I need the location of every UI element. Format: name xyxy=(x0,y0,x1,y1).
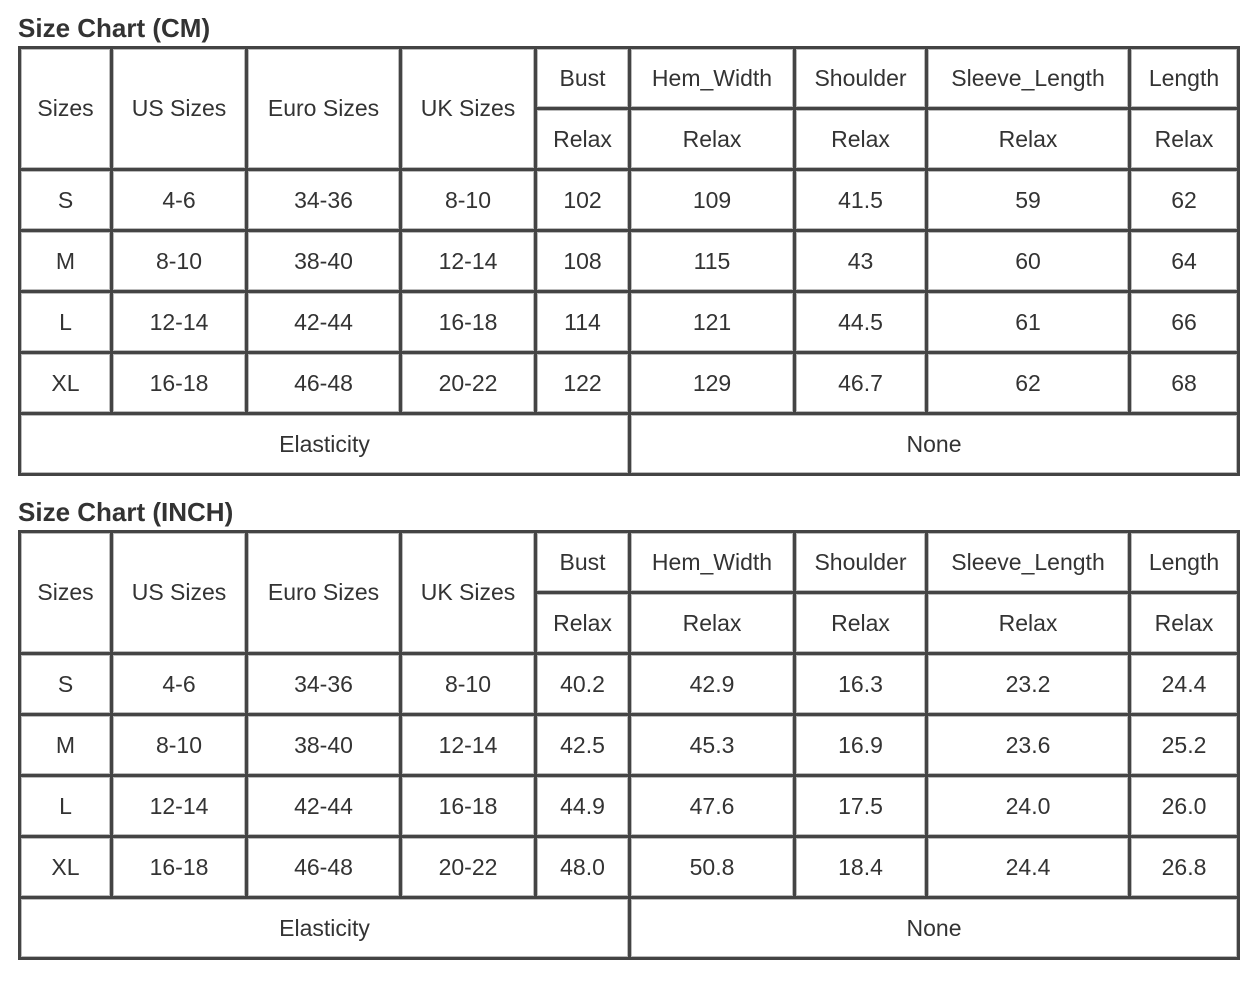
cell-shoulder: 16.9 xyxy=(796,716,928,777)
cell-sleeve-length: 59 xyxy=(928,171,1131,232)
header-row xyxy=(21,533,1240,594)
elasticity-value: None xyxy=(631,415,1240,476)
cell-euro: 42-44 xyxy=(248,777,402,838)
elasticity-value: None xyxy=(631,899,1240,960)
cell-shoulder: 43 xyxy=(796,232,928,293)
cell-hem-width: 45.3 xyxy=(631,716,796,777)
cell-size: S xyxy=(21,655,113,716)
header-us-sizes: US Sizes xyxy=(113,49,248,171)
cell-uk: 12-14 xyxy=(402,716,537,777)
cell-shoulder: 17.5 xyxy=(796,777,928,838)
elasticity-label: Elasticity xyxy=(21,415,631,476)
table-row xyxy=(21,232,1240,293)
cell-hem-width: 50.8 xyxy=(631,838,796,899)
header-sleeve-length: Sleeve_Length xyxy=(928,533,1131,594)
cell-bust: 108 xyxy=(537,232,631,293)
cell-bust: 42.5 xyxy=(537,716,631,777)
cell-length: 68 xyxy=(1131,354,1240,415)
cell-sleeve-length: 23.6 xyxy=(928,716,1131,777)
cell-shoulder: 41.5 xyxy=(796,171,928,232)
cell-euro: 34-36 xyxy=(248,171,402,232)
cell-euro: 46-48 xyxy=(248,354,402,415)
size-chart-cm-title: Size Chart (CM) xyxy=(18,13,211,43)
cell-shoulder: 46.7 xyxy=(796,354,928,415)
header-row xyxy=(21,49,1240,110)
cell-us: 16-18 xyxy=(113,838,248,899)
cell-bust: 122 xyxy=(537,354,631,415)
footer-row xyxy=(21,415,1240,476)
header-sleeve-length: Sleeve_Length xyxy=(928,49,1131,110)
cell-size: S xyxy=(21,171,113,232)
subheader-relax: Relax xyxy=(796,594,928,655)
cell-size: XL xyxy=(21,354,113,415)
cell-uk: 8-10 xyxy=(402,171,537,232)
header-uk-sizes: UK Sizes xyxy=(402,533,537,655)
cell-us: 12-14 xyxy=(113,293,248,354)
cell-shoulder: 16.3 xyxy=(796,655,928,716)
cell-hem-width: 47.6 xyxy=(631,777,796,838)
table-row xyxy=(21,716,1240,777)
table-row xyxy=(21,171,1240,232)
subheader-relax: Relax xyxy=(796,110,928,171)
cell-euro: 38-40 xyxy=(248,716,402,777)
cell-length: 62 xyxy=(1131,171,1240,232)
cell-hem-width: 109 xyxy=(631,171,796,232)
subheader-relax: Relax xyxy=(537,594,631,655)
cell-euro: 34-36 xyxy=(248,655,402,716)
cell-uk: 8-10 xyxy=(402,655,537,716)
elasticity-label: Elasticity xyxy=(21,899,631,960)
subheader-relax: Relax xyxy=(928,110,1131,171)
cell-length: 66 xyxy=(1131,293,1240,354)
cell-bust: 40.2 xyxy=(537,655,631,716)
cell-hem-width: 121 xyxy=(631,293,796,354)
cell-length: 64 xyxy=(1131,232,1240,293)
cell-length: 25.2 xyxy=(1131,716,1240,777)
header-length: Length xyxy=(1131,49,1240,110)
size-chart-inch-table xyxy=(18,530,1240,960)
cell-hem-width: 129 xyxy=(631,354,796,415)
cell-uk: 16-18 xyxy=(402,293,537,354)
cell-sleeve-length: 62 xyxy=(928,354,1131,415)
cell-size: M xyxy=(21,716,113,777)
cell-size: L xyxy=(21,293,113,354)
cell-size: L xyxy=(21,777,113,838)
cell-euro: 38-40 xyxy=(248,232,402,293)
subheader-relax: Relax xyxy=(631,110,796,171)
size-chart-cm-table xyxy=(18,46,1240,476)
header-sizes: Sizes xyxy=(21,49,113,171)
cell-size: M xyxy=(21,232,113,293)
cell-bust: 102 xyxy=(537,171,631,232)
cell-sleeve-length: 60 xyxy=(928,232,1131,293)
table-row xyxy=(21,354,1240,415)
cell-uk: 16-18 xyxy=(402,777,537,838)
header-uk-sizes: UK Sizes xyxy=(402,49,537,171)
cell-us: 4-6 xyxy=(113,655,248,716)
cell-hem-width: 115 xyxy=(631,232,796,293)
footer-row xyxy=(21,899,1240,960)
cell-uk: 20-22 xyxy=(402,354,537,415)
subheader-relax: Relax xyxy=(928,594,1131,655)
cell-shoulder: 18.4 xyxy=(796,838,928,899)
table-row xyxy=(21,838,1240,899)
cell-sleeve-length: 23.2 xyxy=(928,655,1131,716)
cell-us: 12-14 xyxy=(113,777,248,838)
table-row xyxy=(21,293,1240,354)
cell-uk: 12-14 xyxy=(402,232,537,293)
cell-euro: 46-48 xyxy=(248,838,402,899)
cell-shoulder: 44.5 xyxy=(796,293,928,354)
header-euro-sizes: Euro Sizes xyxy=(248,533,402,655)
cell-length: 26.8 xyxy=(1131,838,1240,899)
table-row xyxy=(21,777,1240,838)
cell-sleeve-length: 61 xyxy=(928,293,1131,354)
header-shoulder: Shoulder xyxy=(796,49,928,110)
cell-hem-width: 42.9 xyxy=(631,655,796,716)
header-length: Length xyxy=(1131,533,1240,594)
header-euro-sizes: Euro Sizes xyxy=(248,49,402,171)
subheader-relax: Relax xyxy=(631,594,796,655)
cell-us: 8-10 xyxy=(113,232,248,293)
size-chart-inch-title: Size Chart (INCH) xyxy=(18,497,234,527)
cell-uk: 20-22 xyxy=(402,838,537,899)
header-us-sizes: US Sizes xyxy=(113,533,248,655)
cell-us: 8-10 xyxy=(113,716,248,777)
cell-length: 26.0 xyxy=(1131,777,1240,838)
cell-size: XL xyxy=(21,838,113,899)
header-bust: Bust xyxy=(537,533,631,594)
cell-sleeve-length: 24.4 xyxy=(928,838,1131,899)
table-row xyxy=(21,655,1240,716)
cell-us: 4-6 xyxy=(113,171,248,232)
header-bust: Bust xyxy=(537,49,631,110)
cell-length: 24.4 xyxy=(1131,655,1240,716)
header-shoulder: Shoulder xyxy=(796,533,928,594)
header-sizes: Sizes xyxy=(21,533,113,655)
cell-bust: 48.0 xyxy=(537,838,631,899)
header-hem-width: Hem_Width xyxy=(631,533,796,594)
cell-euro: 42-44 xyxy=(248,293,402,354)
cell-bust: 44.9 xyxy=(537,777,631,838)
subheader-relax: Relax xyxy=(1131,594,1240,655)
cell-bust: 114 xyxy=(537,293,631,354)
subheader-relax: Relax xyxy=(1131,110,1240,171)
subheader-relax: Relax xyxy=(537,110,631,171)
header-hem-width: Hem_Width xyxy=(631,49,796,110)
cell-us: 16-18 xyxy=(113,354,248,415)
cell-sleeve-length: 24.0 xyxy=(928,777,1131,838)
